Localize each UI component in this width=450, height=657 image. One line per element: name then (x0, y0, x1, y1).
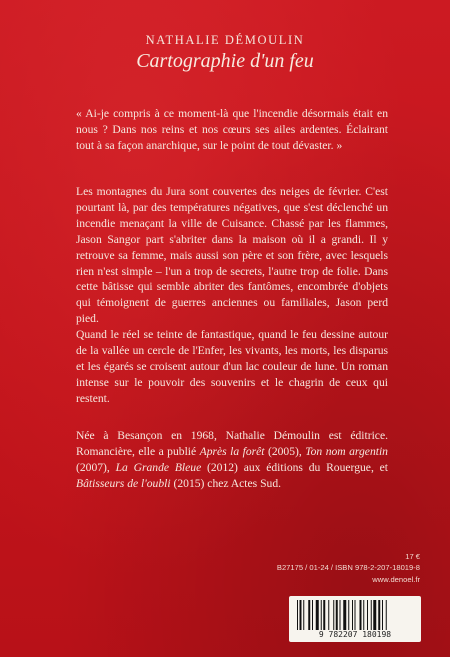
book-title: Cartographie d'un feu (136, 50, 314, 72)
isbn-line: B27175 / 01-24 / ISBN 978-2-207-18019-8 (276, 563, 420, 572)
barcode-bars (295, 600, 415, 630)
barcode-digits: 9 782207 180198 (318, 630, 392, 639)
bio-year-1: (2005), (264, 444, 306, 458)
bio-year-2: (2007), (76, 460, 116, 474)
summary-paragraph-1: Les montagnes du Jura sont couvertes des neiges de février. C'est pourtant là, par des températures négatives, que s'est déclenché un incendie menaçant la ville de Cuisance. Chassé par les flammes, Jason Sangor part s'abriter dans la maison où il a grandi. Il y retrouve sa femme, mais aussi son père et son frère, avec lesquels rien n'est simple – l'un a trop de secrets, l'autre trop de folie. Dans cette bâtisse qui semble abriter des fantômes, encombrée d'objets qui témoignent de guerres anciennes ou familiales, Jason perd pied. (76, 185, 388, 326)
bio-book-3: La Grande Bleue (115, 460, 202, 474)
publisher-website: www.denoel.fr (372, 575, 420, 584)
bio-book-2: Ton nom argentin (305, 444, 388, 458)
price: 17 € (405, 552, 420, 561)
author-name: NATHALIE DÉMOULIN (145, 33, 305, 47)
barcode (289, 596, 421, 642)
summary-paragraph-2: Quand le réel se teinte de fantastique, quand le feu dessine autour de la vallée un cercle de l'Enfer, les vivants, les morts, les disparus et les égarés se croisent autour d'un lac couleur de lune. Un roman intense sur le pouvoir des souvenirs et le chagrin de ceux qui restent. (76, 328, 388, 405)
bio-year-4: (2015) chez Actes Sud. (170, 476, 282, 490)
bio-text-1: Née à Besançon en 1968, Nathalie Démoulin est éditrice. Romancière, elle a publié (76, 429, 388, 458)
excerpt-quote: « Ai-je compris à ce moment-là que l'incendie désormais était en nous ? Dans nos reins et nos cœurs ses ailes ardentes. Éclairant tout à sa façon anarchique, sur le point de tout dévaster. » (76, 107, 388, 152)
bio-book-4: Bâtisseurs de l'oubli (76, 476, 171, 490)
summary (76, 184, 388, 407)
author-bio (76, 428, 388, 492)
bio-year-3: (2012) aux éditions du Rouergue, et (201, 460, 388, 474)
bio-book-1: Après la forêt (199, 444, 265, 458)
